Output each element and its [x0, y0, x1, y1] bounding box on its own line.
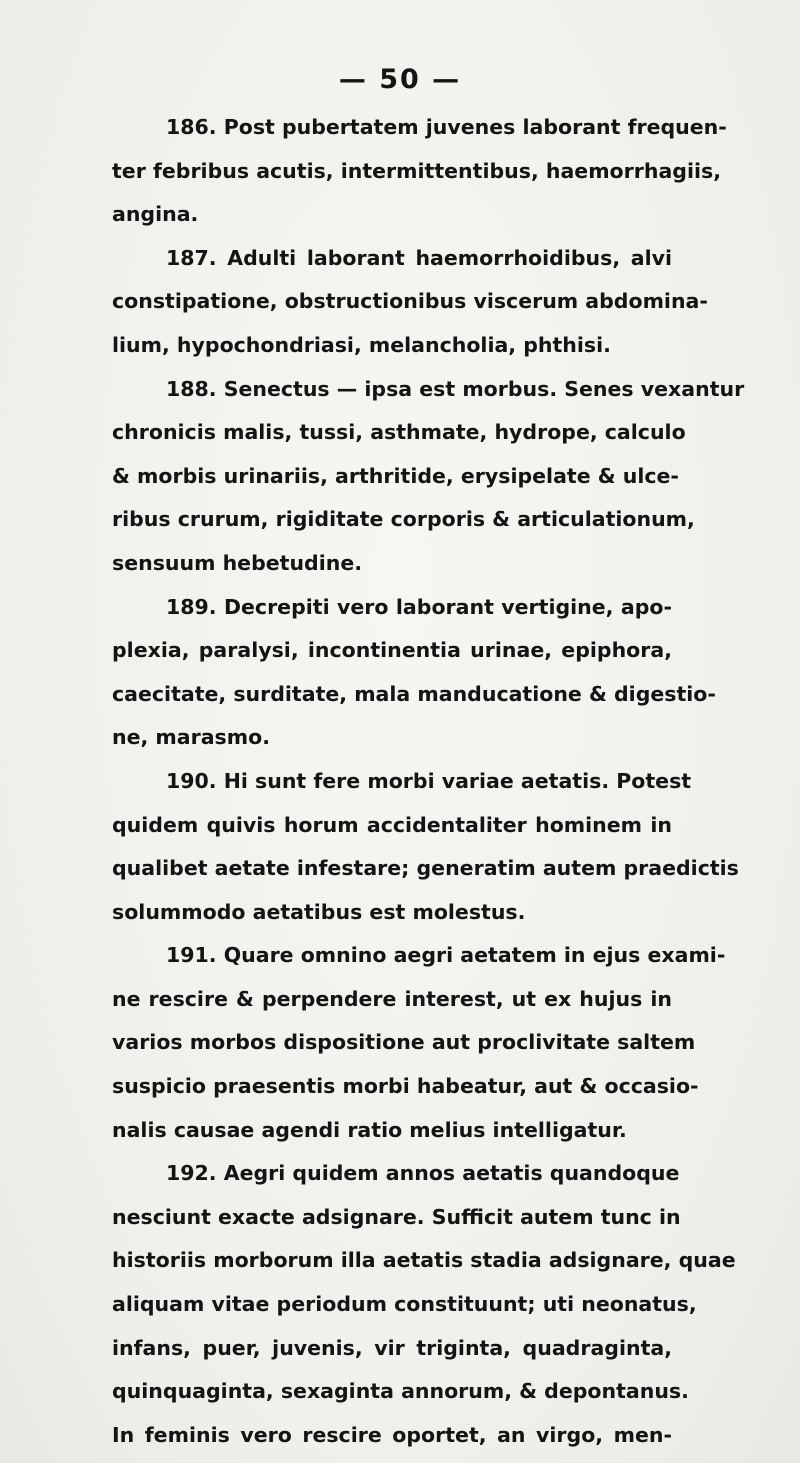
text-line: lium, hypochondriasi, melancholia, phthisi.	[112, 332, 611, 357]
text-line: varios morbos dispositione aut proclivitate saltem	[112, 1030, 696, 1055]
text-line: angina.	[112, 202, 199, 227]
text-line: ter febribus acutis, intermittentibus, haemorrhagiis,	[112, 158, 722, 183]
text-line: constipatione, obstructionibus viscerum abdomina-	[112, 289, 708, 314]
text-line: 191. Quare omnino aegri aetatem in ejus exami-	[166, 943, 726, 968]
text-line: caecitate, surditate, mala manducatione & digestio-	[112, 681, 716, 706]
text-line: plexia, paralysi, incontinentia urinae, epiphora,	[112, 638, 672, 663]
text-line: 192. Aegri quidem annos aetatis quandoque	[166, 1161, 680, 1186]
text-line: quidem quivis horum accidentaliter hominem in	[112, 812, 672, 837]
text-line: 189. Decrepiti vero laborant vertigine, apo-	[166, 594, 672, 619]
text-line: sensuum hebetudine.	[112, 550, 363, 575]
text-line: aliquam vitae periodum constituunt; uti neonatus,	[112, 1292, 697, 1317]
text-line: nesciunt exacte adsignare. Sufficit autem tunc in	[112, 1204, 681, 1229]
text-line: quinquaginta, sexaginta annorum, & depontanus.	[112, 1379, 689, 1404]
text-line: historiis morborum illa aetatis stadia adsignare, quae	[112, 1248, 736, 1273]
text-line: solummodo aetatibus est molestus.	[112, 899, 526, 924]
text-line: ribus crurum, rigiditate corporis & articulationum,	[112, 507, 695, 532]
text-line: infans, puer, juvenis, vir triginta, quadraginta,	[112, 1335, 672, 1360]
text-line: ne rescire & perpendere interest, ut ex hujus in	[112, 986, 672, 1011]
body-text	[112, 106, 745, 1457]
text-line: suspicio praesentis morbi habeatur, aut & occasio-	[112, 1074, 699, 1099]
text-line: 190. Hi sunt fere morbi variae aetatis. Potest	[166, 768, 692, 793]
text-line: 188. Senectus — ipsa est morbus. Senes vexantur	[166, 376, 745, 401]
text-line: ne, marasmo.	[112, 725, 270, 750]
text-line: 186. Post pubertatem juvenes laborant frequen-	[166, 115, 727, 139]
text-line: In feminis vero rescire oportet, an virgo, men-	[112, 1422, 672, 1447]
text-line: nalis causae agendi ratio melius intelligatur.	[112, 1117, 627, 1142]
text-line: 187. Adulti laborant haemorrhoidibus, alvi	[166, 245, 672, 270]
text-line: qualibet aetate infestare; generatim autem praedictis	[112, 856, 739, 881]
page-number: — 50 —	[338, 64, 462, 95]
text-line: & morbis urinariis, arthritide, erysipelate & ulce-	[112, 463, 679, 488]
text-line: chronicis malis, tussi, asthmate, hydrope, calculo	[112, 420, 686, 445]
